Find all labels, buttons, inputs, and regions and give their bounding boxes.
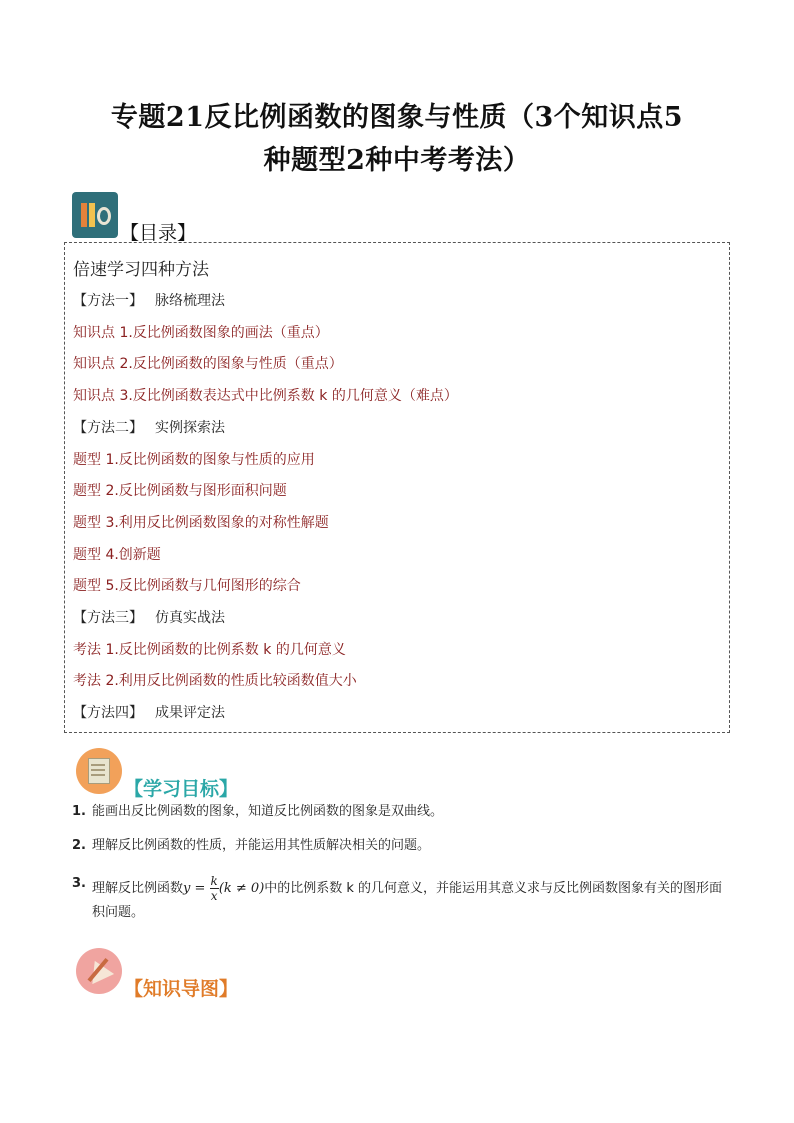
method-2-name: 实例探索法 xyxy=(155,419,225,436)
books-icon xyxy=(72,192,118,238)
fraction-numerator: k xyxy=(210,874,218,888)
formula-lhs: y = xyxy=(183,881,206,896)
type-item-1[interactable]: 题型 1.反比例函数的图象与性质的应用 xyxy=(73,451,315,468)
toc-header xyxy=(72,184,196,245)
exam-item-2[interactable]: 考法 2.利用反比例函数的性质比较函数值大小 xyxy=(73,673,357,690)
fraction-denominator: x xyxy=(210,889,218,903)
learning-goals-list xyxy=(72,802,732,937)
method-1-name: 脉络梳理法 xyxy=(155,293,225,309)
page-title xyxy=(70,96,724,182)
goal-text: 理解反比例函数的性质，并能运用其性质解决相关的问题。 xyxy=(92,838,431,853)
toc-label: 【目录】 xyxy=(120,222,197,244)
goal-item xyxy=(72,836,732,856)
method-4-name: 成果评定法 xyxy=(155,705,225,722)
exam-item-1[interactable]: 考法 1.反比例函数的比例系数 k 的几何意义 xyxy=(73,641,346,658)
method-2 xyxy=(73,413,721,445)
method-1 xyxy=(73,286,721,318)
knowledge-item-2[interactable]: 知识点 2.反比例函数的图象与性质（重点） xyxy=(73,356,343,373)
learning-goals-header xyxy=(76,740,238,801)
notebook-icon xyxy=(76,748,122,794)
goal-text-after: 中的比例系数 k 的几何意义，并能运用其意义求与反比例函数图象有关的图形面积问题。 xyxy=(92,881,723,920)
method-3-tag: 【方法三】 xyxy=(73,610,143,627)
knowledge-item-1[interactable]: 知识点 1.反比例函数图象的画法（重点） xyxy=(73,324,329,341)
type-item-2[interactable]: 题型 2.反比例函数与图形面积问题 xyxy=(73,483,287,500)
goal-text-before: 理解反比例函数 xyxy=(92,881,184,896)
method-1-tag: 【方法一】 xyxy=(73,293,143,309)
method-2-tag: 【方法二】 xyxy=(73,419,143,436)
toc-heading: 倍速学习四种方法 xyxy=(73,260,209,280)
goal-item xyxy=(72,802,732,822)
formula-condition: (k ≠ 0) xyxy=(218,881,265,896)
method-4-tag: 【方法四】 xyxy=(73,705,143,722)
method-3-name: 仿真实战法 xyxy=(155,610,225,627)
type-item-5[interactable]: 题型 5.反比例函数与几何图形的综合 xyxy=(73,578,301,595)
table-of-contents xyxy=(64,242,730,733)
goal-text: 能画出反比例函数的图象，知道反比例函数的图象是双曲线。 xyxy=(92,804,444,819)
knowledge-map-label: 【知识导图】 xyxy=(124,978,239,1000)
learning-goals-label: 【学习目标】 xyxy=(124,778,239,800)
goal-number: 3. xyxy=(72,876,86,891)
set-square-icon xyxy=(76,948,122,994)
method-4 xyxy=(73,698,721,730)
method-3 xyxy=(73,603,721,635)
fraction xyxy=(210,874,219,903)
knowledge-item-3[interactable]: 知识点 3.反比例函数表达式中比例系数 k 的几何意义（难点） xyxy=(73,388,458,405)
title-line-1: 专题21反比例函数的图象与性质（3个知识点5 xyxy=(110,102,684,133)
type-item-3[interactable]: 题型 3.利用反比例函数图象的对称性解题 xyxy=(73,514,329,531)
goal-item xyxy=(72,874,732,923)
goal-number: 2. xyxy=(72,838,86,853)
type-item-4[interactable]: 题型 4.创新题 xyxy=(73,546,161,563)
knowledge-map-header xyxy=(76,940,238,1001)
goal-number: 1. xyxy=(72,804,86,819)
title-line-2: 种题型2种中考考法） xyxy=(263,145,531,176)
